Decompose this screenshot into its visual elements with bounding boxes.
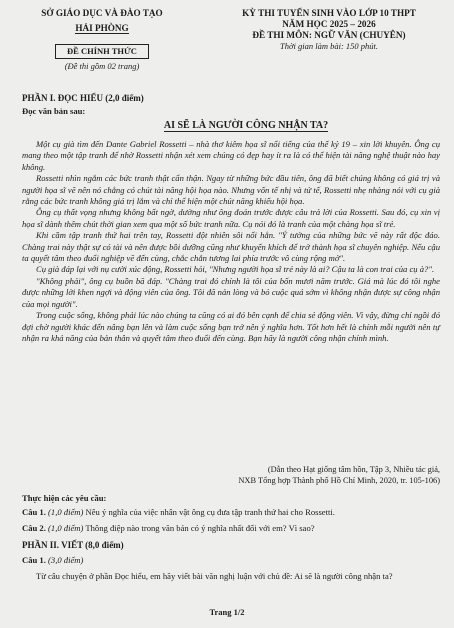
question-1-text: Nêu ý nghĩa của việc nhân vật ông cụ đưa tập tranh thứ hai cho Rossetti. bbox=[85, 507, 335, 517]
story-paragraph: Ông cụ thất vọng nhưng không bất ngờ, dường như ông đoán trước được câu trả lời của Rossetti. Sau đó, cụ xin vị họa sĩ dành thêm chút thời gian xem qua một số bức tranh nữa. Cụ nói đó là tranh của một chàng họa sĩ trẻ. bbox=[22, 207, 440, 229]
story-title-text: AI SẼ LÀ NGƯỜI CÔNG NHẬN TA? bbox=[163, 120, 329, 131]
question-2-score: (1,0 điểm) bbox=[48, 523, 84, 533]
part2-question-1-label: Câu 1. bbox=[22, 555, 46, 565]
source-line1: (Dẫn theo Hạt giống tâm hồn, Tập 3, Nhiều tác giả, bbox=[267, 465, 440, 474]
part1-heading: PHẦN I. ĐỌC HIỂU (2,0 điểm) bbox=[22, 93, 144, 103]
exam-line1: KỲ THI TUYỂN SINH VÀO LỚP 10 THPT bbox=[242, 8, 416, 18]
part2-heading: PHẦN II. VIẾT (8,0 điểm) bbox=[22, 540, 124, 550]
story-paragraph: "Không phải", ông cụ buồn bã đáp. "Chàng trai đó chính là tôi của bốn mươi năm trước. Giá mà lúc đó tôi nghe được những lời khen ngợi và động viên của ông. Tôi đã nản lòng và bỏ cuộc quá sớm vì không nhận được sự công nhận của mọi người". bbox=[22, 275, 440, 309]
story-body bbox=[22, 139, 440, 344]
story-paragraph: Một cụ già tìm đến Dante Gabriel Rossetti – nhà thơ kiêm họa sĩ nổi tiếng của thế kỷ 19 – xin lời khuyên. Ông cụ mang theo một tập tranh để nhờ Rossetti nhận xét xem chúng có đẹp hay ít ra là có thể hiện tài năng nghệ thuật nào hay không. bbox=[22, 139, 440, 172]
org-line1: SỞ GIÁO DỤC VÀ ĐÀO TẠO bbox=[41, 8, 163, 18]
part2-question-1-text: Từ câu chuyện ở phần Đọc hiểu, em hãy viết bài văn nghị luận với chủ đề: Ai sẽ là người công nhận ta? bbox=[36, 571, 393, 581]
question-2 bbox=[22, 523, 440, 534]
question-1-label: Câu 1. bbox=[22, 507, 46, 517]
exam-line3: ĐỀ THI MÔN: NGỮ VĂN (CHUYÊN) bbox=[252, 30, 406, 40]
pages-note: (Đề thi gồm 02 trang) bbox=[64, 61, 140, 71]
part2-question-1 bbox=[22, 555, 440, 566]
source-line2: NXB Tổng hợp Thành phố Hồ Chí Minh, 2020, tr. 105-106) bbox=[238, 476, 440, 485]
part2-question-1-score: (3,0 điểm) bbox=[48, 555, 84, 565]
question-1 bbox=[22, 507, 440, 518]
question-1-score: (1,0 điểm) bbox=[48, 507, 84, 517]
org-line2: HẢI PHÒNG bbox=[75, 23, 129, 33]
story-paragraph: Khi cầm tập tranh thứ hai trên tay, Rossetti đột nhiên sôi nổi hẳn. "Ý tưởng của những bức vẽ này rất độc đáo. Chàng trai này thật sự có tài và nên được bồi dưỡng cũng như khuyến khích để trở thành họa sĩ chuyên nghiệp. Nếu cậu ta quyết tâm theo đuổi nghiệp vẽ đến cùng, chắc chắn tương lai phía trước vô cùng rộng mở". bbox=[22, 230, 440, 264]
tasks-heading: Thực hiện các yêu cầu: bbox=[22, 493, 107, 503]
story-paragraph: Cụ già đáp lại với nụ cười xúc động, Rossetti hỏi, "Nhưng người họa sĩ trẻ này là ai? Cậu ta là con trai của cụ à?". bbox=[36, 264, 435, 275]
official-stamp: ĐỀ CHÍNH THỨC bbox=[55, 44, 149, 59]
page-footer: Trang 1/2 bbox=[209, 607, 245, 617]
question-2-text: Thông điệp nào trong văn bản có ý nghĩa nhất đối với em? Vì sao? bbox=[85, 523, 315, 533]
question-2-label: Câu 2. bbox=[22, 523, 46, 533]
part2-question-1-prompt bbox=[22, 571, 440, 582]
header-right bbox=[214, 8, 444, 52]
source-citation bbox=[140, 464, 440, 486]
exam-time: Thời gian làm bài: 150 phút. bbox=[279, 41, 379, 51]
part1-instruction: Đọc văn bản sau: bbox=[22, 106, 86, 116]
exam-line2: NĂM HỌC 2025 – 2026 bbox=[282, 19, 376, 29]
story-title bbox=[142, 120, 350, 131]
story-paragraph: Trong cuộc sống, không phải lúc nào chúng ta cũng có ai đó bên cạnh để chia sẻ động viên. Vì vậy, đừng chỉ ngồi đó đợi chờ người khác đến nâng bạn lên và làm cuộc sống bạn trở nên ý nghĩa hơn. Tốt hơn hết là chính mỗi người nên tự nhận ra khả năng của bản thân và quyết tâm theo đuổi đến cùng. Bạn hãy là người công nhận chính mình. bbox=[22, 310, 440, 343]
header-left bbox=[22, 8, 182, 71]
story-paragraph: Rossetti nhìn ngắm các bức tranh thật cẩn thận. Ngay từ những bức đầu tiên, ông đã biết chúng không có giá trị và người họa sĩ vẽ nên nó chẳng có chút tài năng hội họa nào. Nhưng vốn tế nhị và tử tế, Rossetti nhẹ nhàng nói với cụ già rằng các bức tranh không giá trị lắm và chỉ thể hiện một chút năng khiếu hội họa. bbox=[22, 173, 440, 207]
